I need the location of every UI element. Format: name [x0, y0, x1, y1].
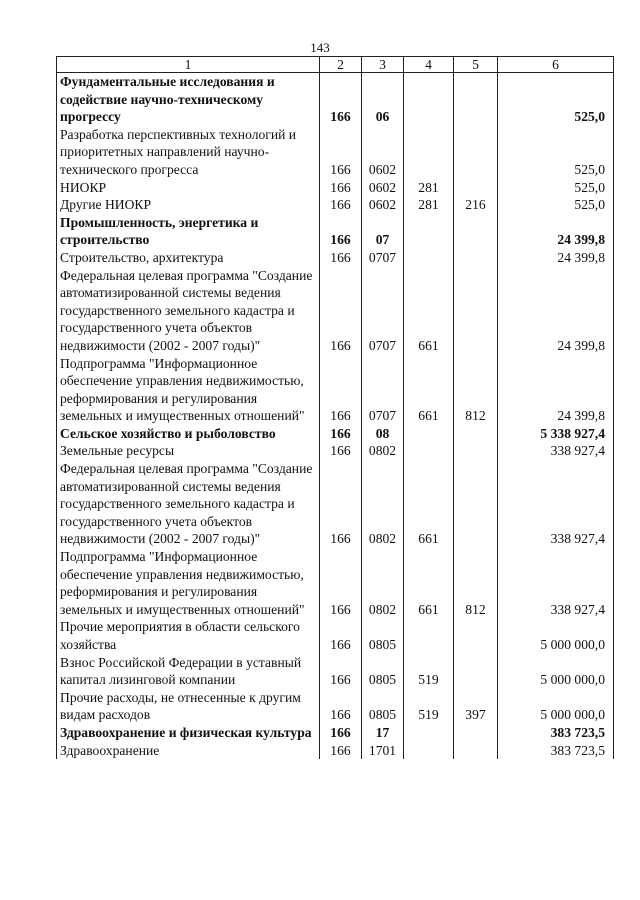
row-code-3: 0707 — [362, 267, 404, 355]
row-amount: 5 000 000,0 — [498, 618, 614, 653]
row-name: Подпрограмма "Информационное обеспечение управления недвижимостью, реформирования и регулирования земельных и имущественных отношений" — [57, 548, 320, 618]
row-name: Другие НИОКР — [57, 196, 320, 214]
row-name: Прочие мероприятия в области сельского хозяйства — [57, 618, 320, 653]
row-code-2: 166 — [320, 214, 362, 249]
row-code-4 — [404, 724, 454, 742]
row-code-5 — [454, 618, 498, 653]
table-row — [57, 689, 614, 724]
table-row — [57, 73, 614, 126]
row-name: Разработка перспективных технологий и приоритетных направлений научно-технического прогресса — [57, 126, 320, 179]
row-code-4: 661 — [404, 460, 454, 548]
row-amount: 24 399,8 — [498, 214, 614, 249]
table-row — [57, 249, 614, 267]
column-header: 6 — [498, 57, 614, 73]
row-name: Фундаментальные исследования и содействие научно-техническому прогрессу — [57, 73, 320, 126]
row-code-2: 166 — [320, 126, 362, 179]
row-code-3: 08 — [362, 425, 404, 443]
row-code-5 — [454, 442, 498, 460]
row-code-2: 166 — [320, 73, 362, 126]
row-code-3: 0602 — [362, 126, 404, 179]
row-amount: 5 338 927,4 — [498, 425, 614, 443]
row-amount: 525,0 — [498, 73, 614, 126]
row-code-2: 166 — [320, 618, 362, 653]
row-amount: 338 927,4 — [498, 442, 614, 460]
row-code-4: 281 — [404, 196, 454, 214]
row-name: Федеральная целевая программа "Создание автоматизированной системы ведения государственного земельного кадастра и государственного учета объектов недвижимости (2002 - 2007 годы)" — [57, 267, 320, 355]
column-header: 5 — [454, 57, 498, 73]
row-name: Здравоохранение и физическая культура — [57, 724, 320, 742]
row-code-2: 166 — [320, 548, 362, 618]
row-code-2: 166 — [320, 724, 362, 742]
row-code-5 — [454, 654, 498, 689]
row-code-3: 06 — [362, 73, 404, 126]
row-code-5: 812 — [454, 548, 498, 618]
row-code-3: 07 — [362, 214, 404, 249]
row-code-4: 661 — [404, 267, 454, 355]
row-code-3: 0805 — [362, 654, 404, 689]
row-amount: 24 399,8 — [498, 249, 614, 267]
table-row — [57, 179, 614, 197]
table-row — [57, 548, 614, 618]
row-name: Подпрограмма "Информационное обеспечение управления недвижимостью, реформирования и регулирования земельных и имущественных отношений" — [57, 355, 320, 425]
row-code-3: 0802 — [362, 442, 404, 460]
page-number: 143 — [310, 40, 330, 55]
row-name: Здравоохранение — [57, 742, 320, 760]
column-header: 2 — [320, 57, 362, 73]
row-code-5: 812 — [454, 355, 498, 425]
table-row — [57, 267, 614, 355]
row-code-4 — [404, 442, 454, 460]
row-code-2: 166 — [320, 249, 362, 267]
row-amount: 338 927,4 — [498, 460, 614, 548]
row-code-5 — [454, 179, 498, 197]
row-name: Промышленность, энергетика и строительство — [57, 214, 320, 249]
table-row — [57, 355, 614, 425]
column-header: 1 — [57, 57, 320, 73]
row-amount: 383 723,5 — [498, 742, 614, 760]
row-code-3: 0802 — [362, 548, 404, 618]
table-row — [57, 214, 614, 249]
row-name: Сельское хозяйство и рыболовство — [57, 425, 320, 443]
row-code-2: 166 — [320, 460, 362, 548]
column-header: 4 — [404, 57, 454, 73]
table-row — [57, 460, 614, 548]
row-name: Федеральная целевая программа "Создание автоматизированной системы ведения государственного земельного кадастра и государственного учета объектов недвижимости (2002 - 2007 годы)" — [57, 460, 320, 548]
row-code-2: 166 — [320, 442, 362, 460]
row-amount: 338 927,4 — [498, 548, 614, 618]
row-code-4: 519 — [404, 654, 454, 689]
row-name: Земельные ресурсы — [57, 442, 320, 460]
row-code-4 — [404, 249, 454, 267]
table-row — [57, 196, 614, 214]
row-code-4 — [404, 214, 454, 249]
row-amount: 24 399,8 — [498, 355, 614, 425]
row-code-4 — [404, 742, 454, 760]
row-code-5 — [454, 267, 498, 355]
row-code-4 — [404, 425, 454, 443]
row-code-5 — [454, 460, 498, 548]
row-code-5: 216 — [454, 196, 498, 214]
row-code-2: 166 — [320, 196, 362, 214]
row-code-5 — [454, 126, 498, 179]
row-code-2: 166 — [320, 267, 362, 355]
row-name: Строительство, архитектура — [57, 249, 320, 267]
table-row — [57, 126, 614, 179]
row-code-3: 0802 — [362, 460, 404, 548]
row-code-2: 166 — [320, 179, 362, 197]
table-header-row — [57, 57, 614, 73]
row-code-2: 166 — [320, 425, 362, 443]
row-code-5 — [454, 724, 498, 742]
row-code-3: 0707 — [362, 355, 404, 425]
row-amount: 525,0 — [498, 196, 614, 214]
row-code-4 — [404, 126, 454, 179]
row-code-5 — [454, 249, 498, 267]
table-row — [57, 442, 614, 460]
row-code-5 — [454, 742, 498, 760]
row-code-3: 0805 — [362, 689, 404, 724]
column-header: 3 — [362, 57, 404, 73]
row-code-4: 281 — [404, 179, 454, 197]
row-code-2: 166 — [320, 355, 362, 425]
row-amount: 24 399,8 — [498, 267, 614, 355]
row-code-4: 661 — [404, 548, 454, 618]
row-amount: 525,0 — [498, 126, 614, 179]
row-code-5: 397 — [454, 689, 498, 724]
row-code-3: 0805 — [362, 618, 404, 653]
row-code-4 — [404, 618, 454, 653]
table-row — [57, 742, 614, 760]
table-row — [57, 425, 614, 443]
row-code-2: 166 — [320, 689, 362, 724]
row-code-4: 519 — [404, 689, 454, 724]
budget-table — [56, 56, 614, 759]
row-code-3: 0602 — [362, 179, 404, 197]
row-amount: 525,0 — [498, 179, 614, 197]
row-code-4: 661 — [404, 355, 454, 425]
row-code-5 — [454, 73, 498, 126]
table-row — [57, 724, 614, 742]
row-code-5 — [454, 425, 498, 443]
row-code-3: 17 — [362, 724, 404, 742]
row-code-5 — [454, 214, 498, 249]
row-amount: 383 723,5 — [498, 724, 614, 742]
row-name: Взнос Российской Федерации в уставный капитал лизинговой компании — [57, 654, 320, 689]
row-code-2: 166 — [320, 654, 362, 689]
row-code-3: 1701 — [362, 742, 404, 760]
row-code-3: 0602 — [362, 196, 404, 214]
table-row — [57, 618, 614, 653]
table-row — [57, 654, 614, 689]
row-amount: 5 000 000,0 — [498, 689, 614, 724]
row-code-3: 0707 — [362, 249, 404, 267]
row-code-4 — [404, 73, 454, 126]
row-name: НИОКР — [57, 179, 320, 197]
row-code-2: 166 — [320, 742, 362, 760]
table-body — [57, 73, 614, 760]
row-amount: 5 000 000,0 — [498, 654, 614, 689]
row-name: Прочие расходы, не отнесенные к другим видам расходов — [57, 689, 320, 724]
